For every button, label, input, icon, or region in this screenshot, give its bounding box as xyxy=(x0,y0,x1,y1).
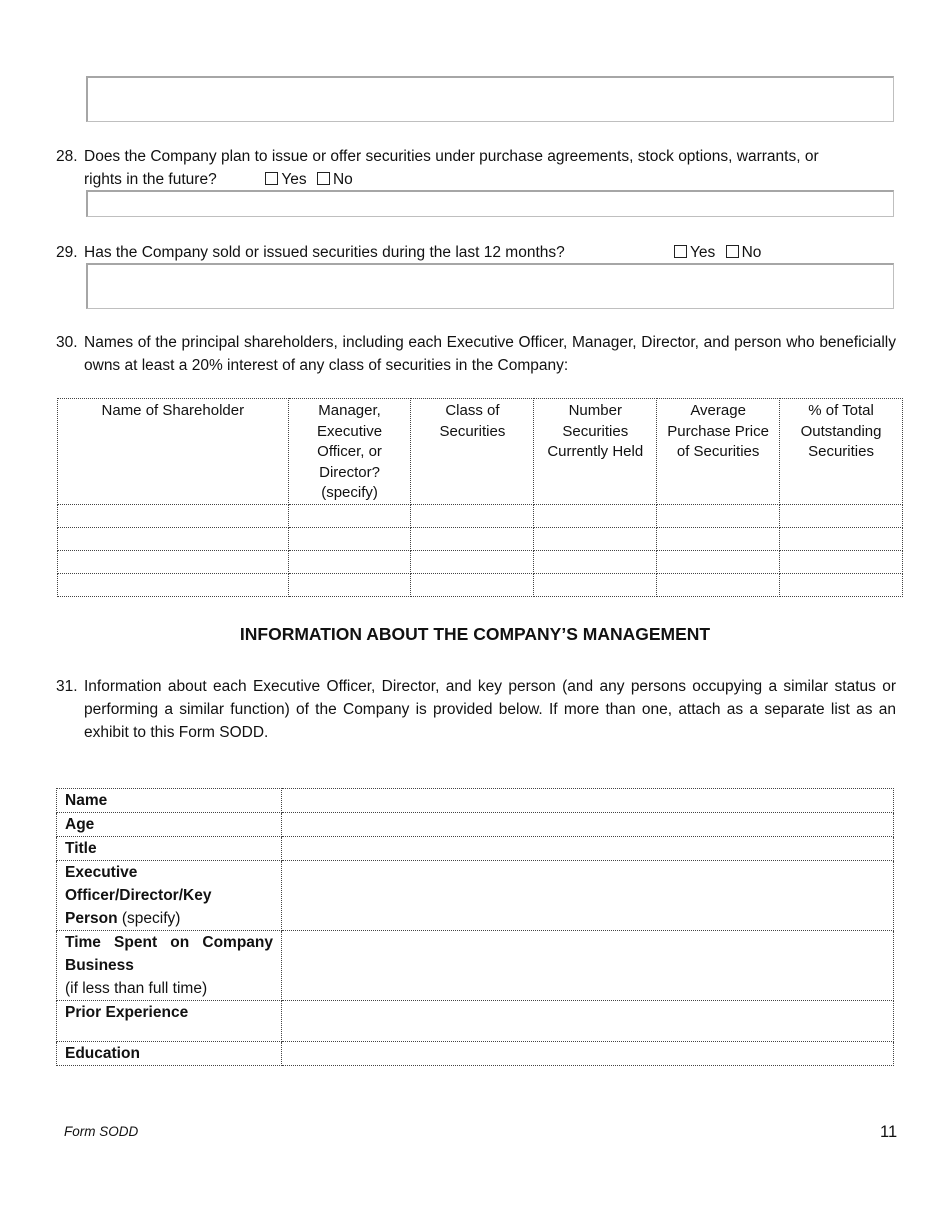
role-label-suffix: (specify) xyxy=(117,910,181,927)
table-row xyxy=(57,1042,894,1066)
q28-no-checkbox[interactable] xyxy=(317,172,330,185)
q27-answer-field[interactable] xyxy=(86,76,894,122)
footer-form-name: Form SODD xyxy=(64,1124,139,1139)
table-row xyxy=(58,528,903,551)
table-cell[interactable] xyxy=(288,551,411,574)
role-label-line: Officer/Director/Key xyxy=(65,887,212,904)
column-header-line: Securities xyxy=(439,422,506,440)
column-header-line: Director? xyxy=(319,463,380,481)
q29-yes-no xyxy=(674,241,761,264)
table-row xyxy=(57,861,894,931)
column-header-line: Officer, or xyxy=(317,443,382,461)
table-row xyxy=(57,813,894,837)
table-cell[interactable] xyxy=(780,528,903,551)
table-cell[interactable] xyxy=(780,574,903,597)
education-label: Education xyxy=(57,1042,282,1066)
table-row xyxy=(57,1001,894,1042)
column-header-line: Number xyxy=(568,402,622,419)
table-row xyxy=(57,931,894,1001)
role-field[interactable] xyxy=(282,861,894,931)
column-header xyxy=(534,399,657,505)
time-label-line: Business xyxy=(65,957,134,974)
table-cell[interactable] xyxy=(288,528,411,551)
question-text: Does the Company plan to issue or offer securities under purchase agreements, stock options, warrants, or xyxy=(84,148,819,165)
column-header xyxy=(411,399,534,505)
table-cell[interactable] xyxy=(411,528,534,551)
question-number: 29. xyxy=(56,244,78,261)
table-row xyxy=(57,837,894,861)
q29-yes-label: Yes xyxy=(690,244,716,261)
experience-field[interactable] xyxy=(282,1001,894,1042)
q28-yes-label: Yes xyxy=(281,171,307,188)
table-cell[interactable] xyxy=(780,551,903,574)
time-label-line: Time Spent on Company xyxy=(65,934,273,951)
table-cell[interactable] xyxy=(288,574,411,597)
question-text: Information about each Executive Officer, Director, and key person (and any persons occupying a similar status or performing a similar function) of the Company is provided below. If more than one, attach as a separate list as an exhibit to this Form SODD. xyxy=(84,678,896,741)
table-row xyxy=(58,551,903,574)
table-cell[interactable] xyxy=(288,505,411,528)
column-header-line: Class of xyxy=(445,402,500,419)
role-label-line: Executive xyxy=(65,864,138,881)
name-field[interactable] xyxy=(282,789,894,813)
age-label: Age xyxy=(57,813,282,837)
table-cell[interactable] xyxy=(534,574,657,597)
table-cell[interactable] xyxy=(534,505,657,528)
table-row xyxy=(58,574,903,597)
table-cell[interactable] xyxy=(411,551,534,574)
question-text: rights in the future? xyxy=(84,171,217,188)
table-cell[interactable] xyxy=(411,574,534,597)
column-header-line: Securities xyxy=(562,422,629,440)
management-table xyxy=(56,788,894,1066)
q29-answer-field[interactable] xyxy=(86,263,894,309)
time-label xyxy=(57,931,282,1001)
table-header-row xyxy=(58,399,903,505)
column-header-line: Purchase Price xyxy=(667,422,769,440)
page-number: 11 xyxy=(880,1123,898,1141)
question-number: 31. xyxy=(56,678,78,695)
column-header-line: of Securities xyxy=(676,443,760,461)
title-field[interactable] xyxy=(282,837,894,861)
section-title: INFORMATION ABOUT THE COMPANY’S MANAGEMENT xyxy=(239,624,711,644)
question-30 xyxy=(56,331,896,377)
table-row xyxy=(57,789,894,813)
table-cell[interactable] xyxy=(534,528,657,551)
table-cell[interactable] xyxy=(411,505,534,528)
column-header-line: Currently Held xyxy=(547,443,644,461)
q28-answer-field[interactable] xyxy=(86,190,894,217)
column-header-line: (specify) xyxy=(321,484,378,502)
column-header-line: % of Total xyxy=(808,402,874,419)
question-31 xyxy=(56,675,896,744)
q29-no-label: No xyxy=(741,244,762,261)
table-cell[interactable] xyxy=(657,528,780,551)
table-cell[interactable] xyxy=(58,551,289,574)
question-text: Has the Company sold or issued securities during the last 12 months? xyxy=(84,244,565,261)
column-header-line: Outstanding xyxy=(800,422,882,440)
column-header xyxy=(288,399,411,505)
table-cell[interactable] xyxy=(58,505,289,528)
column-header-line: Manager, xyxy=(318,402,381,419)
title-label: Title xyxy=(57,837,282,861)
table-cell[interactable] xyxy=(58,528,289,551)
column-header xyxy=(657,399,780,505)
education-field[interactable] xyxy=(282,1042,894,1066)
time-label-note: (if less than full time) xyxy=(65,980,208,997)
q29-yes-checkbox[interactable] xyxy=(674,245,687,258)
question-number: 30. xyxy=(56,334,78,351)
age-field[interactable] xyxy=(282,813,894,837)
table-row xyxy=(58,505,903,528)
role-label-line: Person xyxy=(65,910,118,927)
column-header xyxy=(780,399,903,505)
table-cell[interactable] xyxy=(657,574,780,597)
q28-yes-checkbox[interactable] xyxy=(265,172,278,185)
shareholder-table xyxy=(57,398,903,597)
question-text: Names of the principal shareholders, including each Executive Officer, Manager, Director, and person who beneficially owns at least a 20% interest of any class of securities in the Company: xyxy=(84,334,896,374)
column-header-line: Average xyxy=(690,402,746,419)
question-29 xyxy=(56,241,896,264)
question-number: 28. xyxy=(56,148,78,165)
column-header-line: Executive xyxy=(317,422,383,440)
table-cell[interactable] xyxy=(657,505,780,528)
name-label: Name xyxy=(57,789,282,813)
experience-label: Prior Experience xyxy=(57,1001,282,1042)
role-label xyxy=(57,861,282,931)
table-cell[interactable] xyxy=(657,551,780,574)
table-cell[interactable] xyxy=(780,505,903,528)
column-header xyxy=(58,399,289,505)
column-header-line: Securities xyxy=(808,443,874,461)
q29-no-checkbox[interactable] xyxy=(726,245,739,258)
table-cell[interactable] xyxy=(58,574,289,597)
column-header-line: Name of Shareholder xyxy=(101,402,245,419)
table-cell[interactable] xyxy=(534,551,657,574)
question-28 xyxy=(56,145,896,191)
time-field[interactable] xyxy=(282,931,894,1001)
q28-no-label: No xyxy=(332,171,353,188)
